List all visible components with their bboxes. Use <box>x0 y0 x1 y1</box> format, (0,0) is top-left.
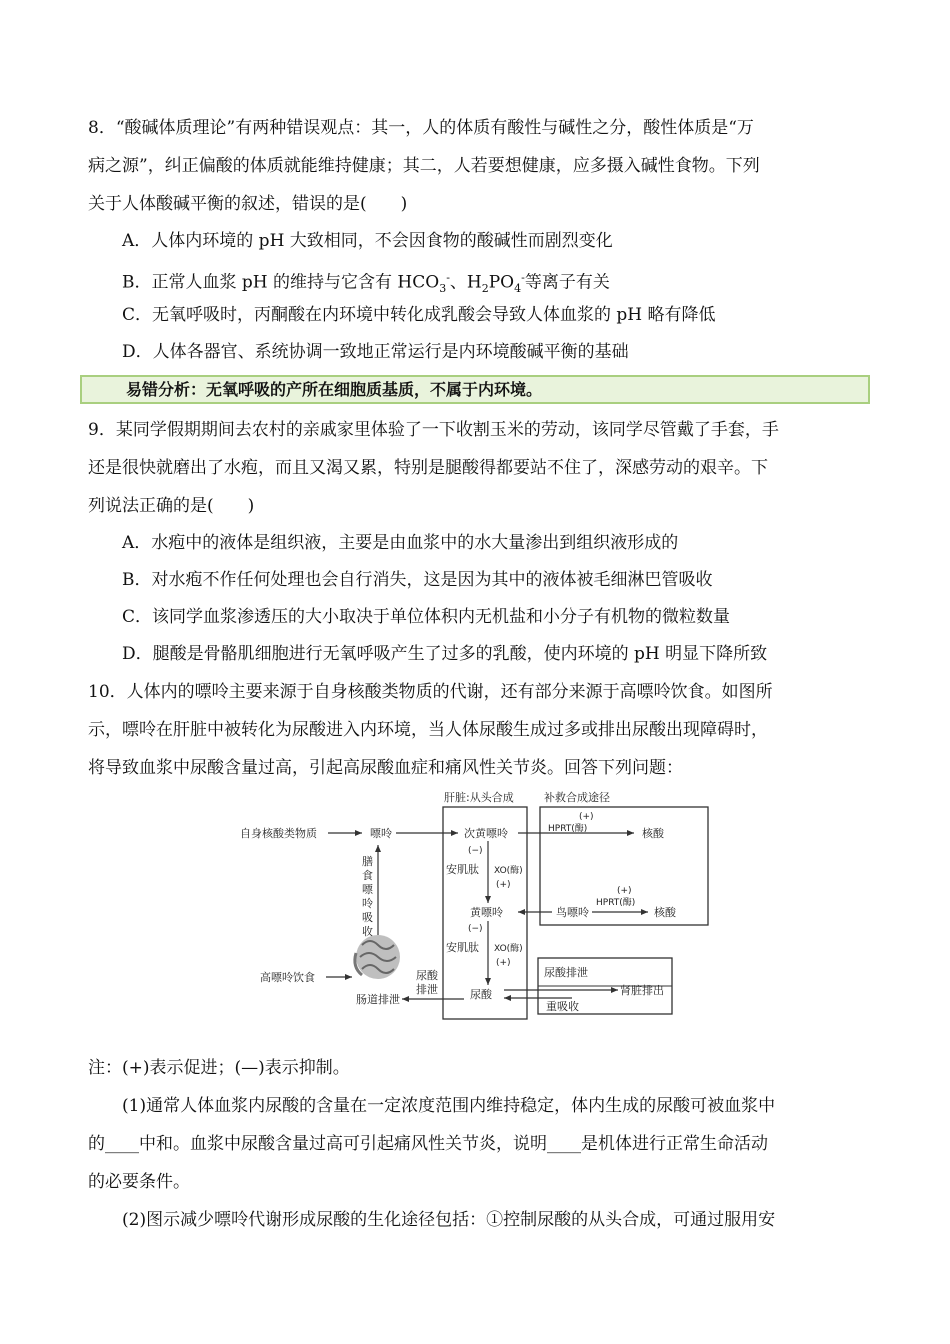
q10-stem-line-1: 10．人体内的嘌呤主要来源于自身核酸类物质的代谢，还有部分来源于高嘌呤饮食。如图所 <box>88 682 773 702</box>
xo1-label: XO(酶) <box>494 866 523 876</box>
q10-sub-line-1: (1)通常人体血浆内尿酸的含量在一定浓度范围内维持稳定，体内生成的尿酸可被血浆中 <box>122 1096 776 1116</box>
plus1-label: (+) <box>496 880 511 890</box>
q10-sub-line-2: 的____中和。血浆中尿酸含量过高可引起痛风性关节炎，说明____是机体进行正常生命活动 <box>88 1134 768 1154</box>
q9-option-d: D．腿酸是骨骼肌细胞进行无氧呼吸产生了过多的乳酸，使内环境的 pH 明显下降所致 <box>122 644 768 664</box>
purine-label: 嘌呤 <box>370 827 392 840</box>
allopurinol1-label: 安肌肽 <box>446 863 479 876</box>
xanthine-label: 黄嘌呤 <box>470 906 503 919</box>
purine-metabolism-diagram <box>232 785 722 1025</box>
intestine-icon <box>355 935 400 979</box>
uric-excrete-label-1: 尿酸 <box>416 969 438 982</box>
q9-stem-line-1: 9．某同学假期期间去农村的亲戚家里体验了一下收割玉米的劳动，该同学尽管戴了手套，手 <box>88 420 779 440</box>
hprt2-plus: (+) <box>617 886 632 896</box>
q9-option-c: C．该同学血浆渗透压的大小取决于单位体积内无机盐和小分子有机物的微粒数量 <box>122 607 731 627</box>
q8-option-b: B．正常人血浆 pH 的维持与它含有 $HCO_3^-$、$H_2PO_4^-$等离子有关 <box>122 271 610 296</box>
nucleic1-label: 核酸 <box>642 827 664 840</box>
dietary-char-4: 呤 <box>362 897 373 910</box>
uric-acid-label: 尿酸 <box>470 988 492 1001</box>
hprt2-label: HPRT(酶) <box>596 898 636 908</box>
salvage-title: 补救合成途径 <box>544 791 610 804</box>
allopurinol2-label: 安肌肽 <box>446 941 479 954</box>
self-nucleic-label: 自身核酸类物质 <box>240 827 317 840</box>
uric-excretion-box-label: 尿酸排泄 <box>544 966 588 979</box>
dietary-char-2: 食 <box>362 869 373 882</box>
hprt1-plus: (+) <box>579 812 594 822</box>
minus1-label: (−) <box>468 846 483 856</box>
q8-stem-line-1: 8．“酸碱体质理论”有两种错误观点：其一，人的体质有酸性与碱性之分，酸性体质是“万 <box>88 118 754 138</box>
q10-sub-line-4: (2)图示减少嘌呤代谢形成尿酸的生化途径包括：①控制尿酸的从头合成，可通过服用安 <box>122 1210 776 1230</box>
q8-option-c: C．无氧呼吸时，丙酮酸在内环境中转化成乳酸会导致人体血浆的 pH 略有降低 <box>122 305 716 325</box>
dietary-char-6: 收 <box>362 925 373 938</box>
intestine-excrete-label: 肠道排泄 <box>356 993 400 1006</box>
reabsorb-label: 重吸收 <box>546 1000 579 1013</box>
q8-option-d: D．人体各器官、系统协调一致地正常运行是内环境酸碱平衡的基础 <box>122 342 629 362</box>
dietary-char-5: 吸 <box>362 911 373 924</box>
nucleic2-label: 核酸 <box>654 906 676 919</box>
liver-title: 肝脏:从头合成 <box>444 791 514 804</box>
q8-option-a: A．人体内环境的 pH 大致相同，不会因食物的酸碱性而剧烈变化 <box>122 231 613 251</box>
dietary-char-1: 膳 <box>362 855 373 868</box>
error-analysis-text: 易错分析：无氧呼吸的产所在细胞质基质，不属于内环境。 <box>126 380 543 399</box>
q8-stem-line-2: 病之源”，纠正偏酸的体质就能维持健康；其二，人若要想健康，应多摄入碱性食物。下列 <box>88 156 760 176</box>
kidney-excrete-label: 肾脏排出 <box>620 984 664 997</box>
q9-option-a: A．水疱中的液体是组织液，主要是由血浆中的水大量渗出到组织液形成的 <box>122 533 679 553</box>
xo2-label: XO(酶) <box>494 944 523 954</box>
dietary-char-3: 嘌 <box>362 883 373 896</box>
error-analysis-box <box>80 375 870 404</box>
q10-stem-line-2: 示，嘌呤在肝脏中被转化为尿酸进入内环境，当人体尿酸生成过多或排出尿酸出现障碍时， <box>88 720 768 740</box>
q9-option-b: B．对水疱不作任何处理也会自行消失，这是因为其中的液体被毛细淋巴管吸收 <box>122 570 713 590</box>
minus2-label: (−) <box>468 924 483 934</box>
q8-stem-line-3: 关于人体酸碱平衡的叙述，错误的是( ) <box>88 194 408 214</box>
q10-sub-line-3: 的必要条件。 <box>88 1172 190 1192</box>
guanine-label: 鸟嘌呤 <box>556 906 589 919</box>
hprt1-label: HPRT(酶) <box>548 824 588 834</box>
q10-note: 注：(+)表示促进；(—)表示抑制。 <box>88 1058 350 1078</box>
q9-stem-line-3: 列说法正确的是( ) <box>88 496 255 516</box>
hypoxanthine-label: 次黄嘌呤 <box>464 827 508 840</box>
plus2-label: (+) <box>496 958 511 968</box>
high-purine-diet-label: 高嘌呤饮食 <box>260 971 315 984</box>
uric-excrete-label-2: 排泄 <box>416 983 438 996</box>
q9-stem-line-2: 还是很快就磨出了水疱，而且又渴又累，特别是腿酸得都要站不住了，深感劳动的艰辛。下 <box>88 458 768 478</box>
q10-stem-line-3: 将导致血浆中尿酸含量过高，引起高尿酸血症和痛风性关节炎。回答下列问题： <box>88 758 683 778</box>
